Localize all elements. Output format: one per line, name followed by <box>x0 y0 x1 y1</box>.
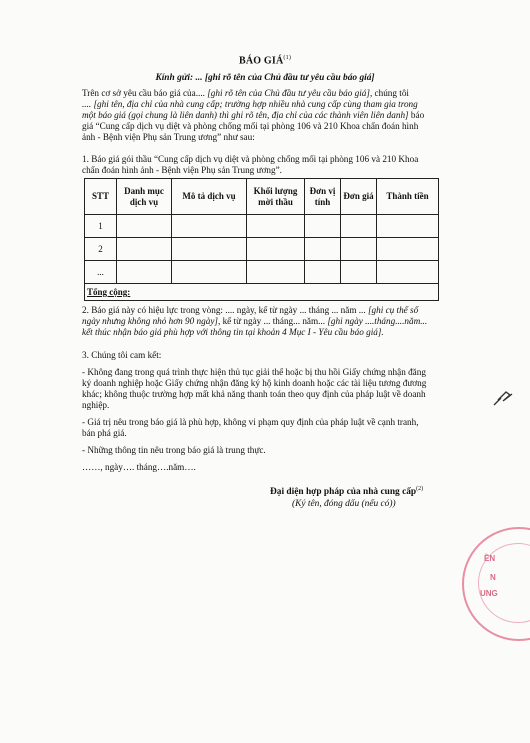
item-1-line-1: 1. Báo giá gói thầu “Cung cấp dịch vụ diệt và phòng chống mối tại phòng 106 và 210 Khoa <box>82 154 419 164</box>
cell-amount <box>377 215 439 238</box>
header-quantity-line-1: Khối lượng <box>253 185 298 196</box>
table-row <box>85 261 439 284</box>
table-total-row <box>85 284 439 301</box>
intro-line-2: .... [ghi tên, địa chỉ của nhà cung cấp; trường hợp nhiều nhà cung cấp cùng tham gia trong <box>82 99 418 109</box>
row-number: ... <box>85 261 117 284</box>
item-2-line-1a: 2. Báo giá này có hiệu lực trong vòng: .... ngày, kể từ ngày ... tháng ... năm ... <box>82 305 368 315</box>
commit-3: - Những thông tin nêu trong báo giá là trung thực. <box>82 445 266 455</box>
item-1-paragraph <box>82 154 457 176</box>
commit-2-line-2: bán phá giá. <box>82 428 127 438</box>
item-1-line-2: chẩn đoán hình ảnh - Bệnh viện Phụ sản Trung ương”. <box>82 165 282 175</box>
header-service-line-1: Danh mục <box>124 185 164 196</box>
company-seal <box>462 527 530 641</box>
cell-quantity <box>247 238 305 261</box>
cell-service <box>117 215 172 238</box>
header-service-line-2: dịch vụ <box>129 196 159 207</box>
item-3-paragraph <box>82 350 457 473</box>
item-2-paragraph <box>82 305 457 338</box>
date-line: ……, ngày…. tháng….năm…. <box>82 462 196 472</box>
cell-unit <box>305 215 341 238</box>
cell-amount <box>377 261 439 284</box>
commit-2-line-1: - Giá trị nêu trong báo giá là phù hợp, không vi phạm quy định của pháp luật về cạnh tranh, <box>82 417 419 427</box>
header-unit-line-2: tính <box>314 196 331 207</box>
seal-text-3: UNG <box>480 589 498 598</box>
total-label: Tổng cộng: <box>85 284 439 301</box>
header-stt: STT <box>85 179 117 215</box>
cell-description <box>172 261 247 284</box>
item-2-line-2c: [ghi ngày ....tháng....năm... <box>327 316 428 326</box>
signature-title <box>270 486 500 497</box>
intro-line-1a: Trên cơ sở yêu cầu báo giá của.... <box>82 88 208 98</box>
row-number: 1 <box>85 215 117 238</box>
cell-service <box>117 261 172 284</box>
cell-description <box>172 215 247 238</box>
seal-text-1: ỀN <box>484 554 496 563</box>
intro-line-1c: , chúng tôi <box>369 88 409 98</box>
intro-line-4: giá “Cung cấp dịch vụ diệt và phòng chống mối tại phòng 106 và 210 Khoa chẩn đoán hình <box>82 121 419 131</box>
greeting-prefix: Kính gửi: ... <box>155 73 205 83</box>
commit-1-line-3: khác; không thuộc trường hợp mất khả năng thanh toán theo quy định của pháp luật về doanh <box>82 389 426 399</box>
seal-text-2: N <box>490 573 496 582</box>
commit-1-line-4: nghiệp. <box>82 400 110 410</box>
document-title <box>0 55 530 66</box>
item-2-line-3: kết thúc nhận báo giá phù hợp với thông tin tại khoản 4 Mục I - Yêu cầu báo giá]. <box>82 327 384 337</box>
commit-1-line-1: - Không đang trong quá trình thực hiện thủ tục giải thể hoặc bị thu hồi Giấy chứng nhận đăng <box>82 367 426 377</box>
cell-unit <box>305 261 341 284</box>
greeting-placeholder: [ghi rõ tên của Chủ đầu tư yêu cầu báo giá] <box>204 73 375 83</box>
cell-unit-price <box>341 261 377 284</box>
cell-description <box>172 238 247 261</box>
item-2-line-2a: ngày nhưng không nhỏ hơn 90 ngày] <box>82 316 218 326</box>
header-service <box>117 179 172 215</box>
item-2-line-2b: , kể từ ngày ... tháng... năm... <box>217 316 328 326</box>
cell-unit <box>305 238 341 261</box>
header-unit <box>305 179 341 215</box>
table-header-row <box>85 179 439 215</box>
intro-paragraph <box>82 88 457 143</box>
header-quantity-line-2: mời thầu <box>258 196 293 207</box>
header-quantity <box>247 179 305 215</box>
cell-unit-price <box>341 215 377 238</box>
signature-subtitle: (Ký tên, đóng dấu (nếu có)) <box>292 499 396 509</box>
intro-line-1b: [ghi rõ tên của Chủ đầu tư yêu cầu báo giá] <box>207 88 370 98</box>
signature-title-text: Đại diện hợp pháp của nhà cung cấp <box>270 487 417 498</box>
table-row <box>85 238 439 261</box>
intro-line-3a: một báo giá (gọi chung là liên danh) thì ghi rõ tên, địa chỉ của các thành viên liên danh] <box>82 110 409 120</box>
handwritten-mark <box>492 388 514 408</box>
item-2-line-1b: [ghi cụ thể số <box>367 305 419 315</box>
intro-line-3b: báo <box>408 110 425 120</box>
header-unit-price: Đơn giá <box>341 179 377 215</box>
cell-amount <box>377 238 439 261</box>
cell-unit-price <box>341 238 377 261</box>
cell-service <box>117 238 172 261</box>
cell-quantity <box>247 215 305 238</box>
header-amount: Thành tiền <box>377 179 439 215</box>
title-footnote: (1) <box>283 55 292 61</box>
table-row <box>85 215 439 238</box>
header-description: Mô tả dịch vụ <box>172 179 247 215</box>
cell-quantity <box>247 261 305 284</box>
item-3-heading: 3. Chúng tôi cam kết: <box>82 350 162 360</box>
commit-1-line-2: ký doanh nghiệp hoặc Giấy chứng nhận đăng ký hộ kinh doanh hoặc các tài liệu tương đương <box>82 378 427 388</box>
signature-footnote: (2) <box>416 486 424 492</box>
intro-line-5: ảnh - Bệnh viện Phụ sản Trung ương” như sau: <box>82 132 255 142</box>
header-unit-line-1: Đơn vị <box>309 185 336 196</box>
quote-table <box>84 178 439 301</box>
title-text: BÁO GIÁ <box>238 55 284 67</box>
row-number: 2 <box>85 238 117 261</box>
greeting <box>0 73 530 83</box>
